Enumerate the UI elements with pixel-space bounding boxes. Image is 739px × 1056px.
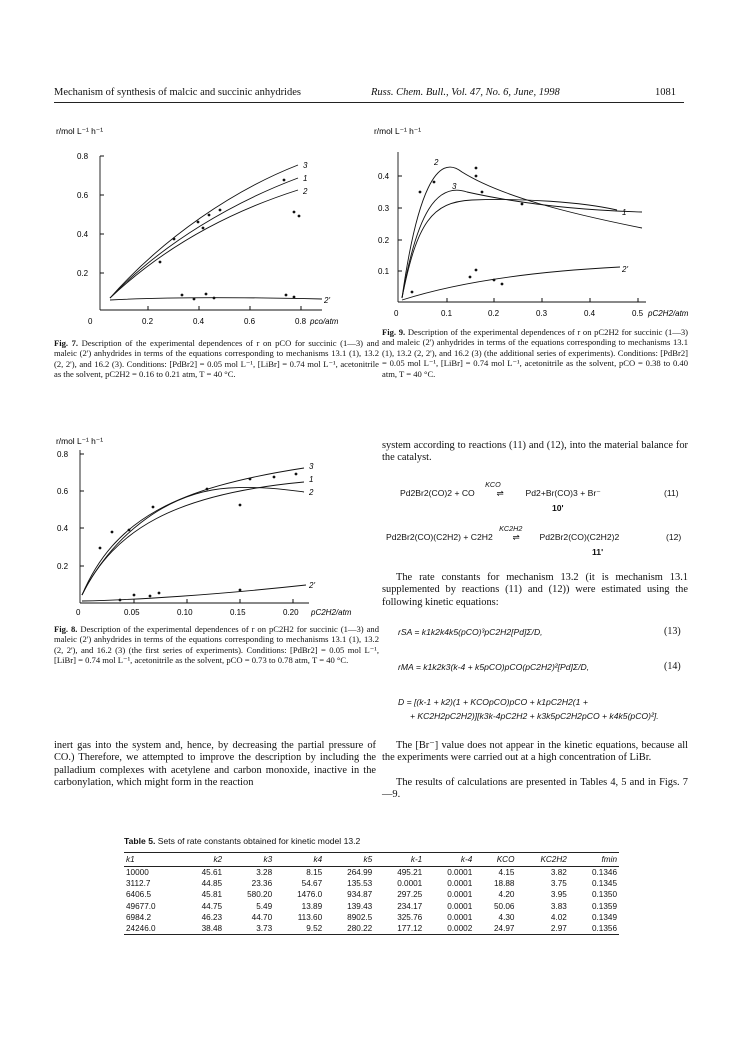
equation-14-number: (14) — [664, 661, 681, 672]
equation-13-number: (13) — [664, 626, 681, 637]
table-cell: 6406.5 — [126, 890, 152, 900]
reaction-12-label: 11' — [592, 547, 604, 557]
fig9-curve-label: 2' — [622, 265, 628, 274]
table-cell: 3.73 — [256, 924, 273, 934]
table-cell: 0.0001 — [447, 868, 473, 878]
fig7-axes — [100, 156, 322, 310]
fig9-xtick: 0.2 — [488, 309, 500, 318]
fig7-curve-3 — [110, 165, 298, 298]
table-cell: 264.99 — [347, 868, 373, 878]
fig7-ytick: 0.2 — [77, 269, 89, 278]
table-row — [124, 867, 619, 879]
table-cell: 113.60 — [297, 912, 323, 922]
reaction-12-arrow: ⇌ — [512, 532, 520, 542]
fig9-curve-label: 1 — [622, 208, 627, 217]
fig7-curve-2prime — [110, 298, 322, 300]
fig8-curves — [82, 468, 306, 601]
page-number: 1081 — [655, 87, 676, 98]
fig7-curve-label: 2 — [303, 187, 308, 196]
header-rule — [54, 102, 684, 103]
table5-header: KC2H2 — [540, 855, 567, 864]
fig7-curve-label: 3 — [303, 161, 308, 170]
fig7-xtick: 0.8 — [295, 317, 307, 326]
table-cell: 0.1349 — [591, 912, 617, 922]
table-cell: 0.1359 — [591, 901, 617, 911]
fig8-caption — [54, 624, 379, 666]
fig7-xtick: 0 — [88, 317, 93, 326]
table5-header: k2 — [213, 855, 223, 864]
table-row — [124, 923, 619, 935]
table5-header: KCO — [496, 855, 515, 864]
equation-13: rSA = k1k2k4k5(pCO)³pC2H2[Pd]Σ/D, — [398, 627, 543, 637]
reaction-12-left: Pd2Br2(CO)(C2H2) + C2H2 — [386, 532, 493, 542]
table-cell: 934.87 — [347, 890, 373, 900]
reaction-12-constant: KC2H2 — [499, 524, 523, 533]
fig8-curve-1 — [82, 482, 304, 595]
fig7-curve-label: 1 — [303, 174, 308, 183]
table-cell: 0.1350 — [591, 890, 617, 900]
fig8-curve-label: 2' — [309, 581, 315, 590]
table-cell: 234.17 — [397, 901, 423, 911]
table-cell: 4.02 — [550, 912, 567, 922]
table5-header: k-4 — [460, 855, 473, 864]
table-cell: 0.1345 — [591, 879, 617, 889]
fig9-curves — [402, 167, 642, 300]
reaction-11-number: (11) — [664, 488, 679, 498]
table-cell: 0.0001 — [397, 879, 423, 889]
table-cell: 297.25 — [397, 890, 423, 900]
fig9-xtick: 0.3 — [536, 309, 548, 318]
fig7-ytick: 0.6 — [77, 191, 89, 200]
fig8-ytick: 0.6 — [57, 487, 69, 496]
fig7-curve-1 — [110, 178, 298, 298]
equation-D-line1: D = [(k-1 + k2)(1 + KCOpCO)pCO + k1pC2H2(1 + — [398, 697, 588, 707]
fig9-axes — [398, 152, 646, 302]
fig8-ytick: 0.2 — [57, 562, 69, 571]
table-cell: 177.12 — [397, 924, 423, 934]
text-right-intro: system according to reactions (11) and (12), into the material balance for the catalyst. — [382, 440, 688, 464]
table-row — [124, 878, 619, 889]
table5-label: Table 5. — [124, 836, 156, 846]
fig9-curve-1 — [402, 199, 617, 298]
table-cell: 0.1356 — [591, 924, 617, 934]
fig9-ylabel: r/mol L⁻¹ h⁻¹ — [374, 126, 421, 136]
fig8-curve-2prime — [82, 585, 306, 601]
fig7-caption-text: Description of the experimental dependences of r on pCO for succinic (1—3) and maleic (2') anhydrides in terms of the equations corresponding to mechanisms 13.1 (1), 13.2 (2, 2'), and 16.2 (3). Conditions: [PdBr2] = 0.05 mol L⁻¹, [LiBr] = 0.74 mol L⁻¹, acetonitrile as the solvent, pC2H2 = 0.16 to 0.21 atm, T = 40 °C. — [54, 338, 379, 380]
fig8-xtick: 0.20 — [283, 608, 299, 617]
fig9-curve-2prime — [402, 267, 620, 300]
text-rate-para: The rate constants for mechanism 13.2 (it is mechanism 13.1 supplemented by reactions (11) and (12)) were estimated using the following kinetic equations: — [382, 572, 688, 608]
fig7-xtick: 0.2 — [142, 317, 154, 326]
fig9-xtick: 0 — [394, 309, 399, 318]
fig8-ytick: 0.4 — [57, 524, 69, 533]
reaction-12-right: Pd2Br2(CO)(C2H2)2 — [539, 532, 620, 542]
table-cell: 23.36 — [251, 879, 273, 889]
fig9-xtick: 0.4 — [584, 309, 596, 318]
fig9-chart — [372, 112, 694, 327]
table-cell: 10000 — [126, 868, 149, 878]
table-cell: 44.75 — [201, 901, 223, 911]
table5-header: k5 — [363, 855, 373, 864]
table-cell: 0.0001 — [447, 890, 473, 900]
table-cell: 495.21 — [397, 868, 423, 878]
table-cell: 4.20 — [498, 890, 515, 900]
fig8-curve-label: 1 — [309, 475, 314, 484]
table-cell: 9.52 — [306, 924, 323, 934]
fig9-ytick: 0.3 — [378, 204, 390, 213]
table-row — [124, 901, 619, 912]
table-cell: 18.88 — [493, 879, 515, 889]
fig9-curve-2 — [402, 167, 642, 298]
table-cell: 0.0001 — [447, 912, 473, 922]
reaction-12-number: (12) — [666, 532, 682, 542]
table-cell: 4.30 — [498, 912, 515, 922]
fig9-curve-3 — [402, 190, 642, 298]
fig9-caption-text: Description of the experimental dependences of r on pC2H2 for succinic (1—3) and maleic (2') anhydrides in terms of the equations corresponding to mechanisms 13.1 (1), 13.2 (2, 2'), and 16.2 (3) (the additional series of experiments). Conditions: [PdBr2] = 0.05 mol L⁻¹, [LiBr] = 0.74 mol L⁻¹, acetonitrile as the solvent, pCO = 0.38 to 0.40 atm, T = 40 °C. — [382, 327, 688, 379]
table-cell: 44.70 — [251, 912, 273, 922]
fig9-curve-label: 3 — [452, 182, 457, 191]
table5-header: fmin — [601, 855, 617, 864]
fig8-chart — [54, 430, 374, 622]
table5-header: k3 — [263, 855, 273, 864]
fig8-xunit: pC2H2/atm — [311, 608, 352, 617]
table-cell: 38.48 — [201, 924, 223, 934]
table-cell: 45.81 — [201, 890, 223, 900]
fig9-data-points — [411, 167, 524, 294]
table-cell: 3112.7 — [126, 879, 151, 889]
fig7-curve-2 — [110, 190, 298, 298]
table-cell: 0.0002 — [447, 924, 473, 934]
fig7-curve-label: 2' — [324, 296, 330, 305]
text-results-para: The results of calculations are presented in Tables 4, 5 and in Figs. 7—9. — [382, 777, 688, 801]
table-cell: 3.83 — [550, 901, 567, 911]
table-cell: 3.82 — [550, 868, 567, 878]
equation-14: rMA = k1k2k3(k-4 + k5pCO)pCO(pC2H2)²[Pd]Σ/D, — [398, 662, 590, 672]
table5-title — [124, 836, 360, 846]
table-cell: 3.95 — [550, 890, 567, 900]
table-cell: 2.97 — [550, 924, 567, 934]
table-cell: 1476.0 — [297, 890, 323, 900]
table-cell: 3.28 — [256, 868, 273, 878]
table-cell: 13.89 — [301, 901, 323, 911]
table-cell: 135.53 — [347, 879, 373, 889]
fig7-ylabel: r/mol L⁻¹ h⁻¹ — [56, 126, 103, 136]
fig7-chart — [54, 112, 374, 337]
fig7-curves — [110, 165, 322, 300]
table-cell: 46.23 — [201, 912, 223, 922]
fig8-xtick: 0.10 — [177, 608, 193, 617]
table5-header-row — [124, 853, 619, 867]
table5 — [124, 852, 619, 935]
fig8-ylabel: r/mol L⁻¹ h⁻¹ — [56, 436, 103, 446]
fig7-ytick: 0.8 — [77, 152, 89, 161]
table5-header: k-1 — [410, 855, 423, 864]
fig7-ytick: 0.4 — [77, 230, 89, 239]
fig9-caption-label: Fig. 9. — [382, 327, 406, 337]
table5-header: k4 — [313, 855, 323, 864]
running-header-left: Mechanism of synthesis of malcic and succinic anhydrides — [54, 87, 301, 98]
table-cell: 24246.0 — [126, 924, 156, 934]
running-header-journal: Russ. Chem. Bull., Vol. 47, No. 6, June, 1998 — [371, 87, 560, 98]
fig9-xtick: 0.1 — [441, 309, 453, 318]
text-left-para: inert gas into the system and, hence, by decreasing the partial pressure of CO.) Therefore, we attempted to improve the description by including the palladium complexes with acetylene and carbon monoxide, inactive in the carbonylation, which might form in the reaction — [54, 740, 376, 789]
table-cell: 49677.0 — [126, 901, 156, 911]
fig8-xtick: 0 — [76, 608, 81, 617]
fig9-xunit: pC2H2/atm — [648, 309, 689, 318]
fig8-caption-text: Description of the experimental dependences of r on pC2H2 for succinic (1—3) and maleic (2') anhydrides in terms of the equations corresponding to mechanisms 13.1 (1), 13.2 (2, 2'), and 16.2 (3) (the first series of experiments). Conditions: [PdBr2] = 0.05 mol L⁻¹, [LiBr] = 0.74 mol L⁻¹, acetonitrile as the solvent, pCO = 0.73 to 0.78 atm, T = 40 °C. — [54, 624, 379, 666]
table-cell: 325.76 — [397, 912, 423, 922]
fig8-curve-3 — [82, 468, 304, 595]
fig9-curve-label: 2 — [434, 158, 439, 167]
table-cell: 0.0001 — [447, 901, 473, 911]
table5-caption: Sets of rate constants obtained for kinetic model 13.2 — [157, 836, 361, 846]
table-cell: 45.61 — [201, 868, 223, 878]
fig9-xtick: 0.5 — [632, 309, 644, 318]
reaction-12 — [386, 524, 690, 543]
reaction-11-label: 10' — [552, 503, 564, 513]
text-br-para: The [Br⁻] value does not appear in the kinetic equations, because all the experiments were carried out at a high concentration of LiBr. — [382, 740, 688, 764]
table-cell: 6984.2 — [126, 912, 152, 922]
fig9-ytick: 0.4 — [378, 172, 390, 181]
table-cell: 580.20 — [247, 890, 273, 900]
table-cell: 24.97 — [493, 924, 515, 934]
table-cell: 0.1346 — [591, 868, 617, 878]
fig7-xtick: 0.6 — [244, 317, 256, 326]
table-cell: 3.75 — [550, 879, 567, 889]
table-cell: 280.22 — [347, 924, 373, 934]
table-cell: 0.0001 — [447, 879, 473, 889]
table-row — [124, 889, 619, 900]
fig8-xtick: 0.05 — [124, 608, 140, 617]
fig8-xtick: 0.15 — [230, 608, 246, 617]
table-cell: 4.15 — [498, 868, 515, 878]
fig9-ytick: 0.1 — [378, 267, 390, 276]
fig8-ytick: 0.8 — [57, 450, 69, 459]
table5-grid — [124, 852, 619, 935]
table5-body — [124, 867, 619, 935]
fig7-caption — [54, 338, 379, 380]
reaction-11-right: Pd2+Br(CO)3 + Br⁻ — [525, 488, 601, 498]
table-cell: 5.49 — [256, 901, 273, 911]
table-cell: 8902.5 — [347, 912, 373, 922]
table-cell: 54.67 — [301, 879, 323, 889]
reaction-11-left: Pd2Br2(CO)2 + CO — [400, 488, 475, 498]
fig7-xunit: pco/atm — [310, 317, 339, 326]
reaction-11-arrow: ⇌ — [496, 488, 504, 498]
table-cell: 44.85 — [201, 879, 223, 889]
table-cell: 8.15 — [306, 868, 323, 878]
equation-D-line2: + KC2H2pC2H2)][k3k-4pC2H2 + k3k5pC2H2pCO + k4k5(pCO)²]. — [410, 711, 659, 721]
fig9-caption — [382, 327, 688, 379]
table5-header: k1 — [126, 855, 135, 864]
reaction-11 — [400, 480, 690, 499]
fig8-caption-label: Fig. 8. — [54, 624, 78, 634]
fig8-curve-label: 2 — [309, 488, 314, 497]
table-cell: 50.06 — [493, 901, 515, 911]
reaction-11-constant: KCO — [485, 480, 501, 489]
table-row — [124, 912, 619, 923]
fig9-ytick: 0.2 — [378, 236, 390, 245]
fig7-caption-label: Fig. 7. — [54, 338, 79, 348]
fig8-curve-label: 3 — [309, 462, 314, 471]
table-cell: 139.43 — [347, 901, 373, 911]
fig7-xtick: 0.4 — [193, 317, 205, 326]
